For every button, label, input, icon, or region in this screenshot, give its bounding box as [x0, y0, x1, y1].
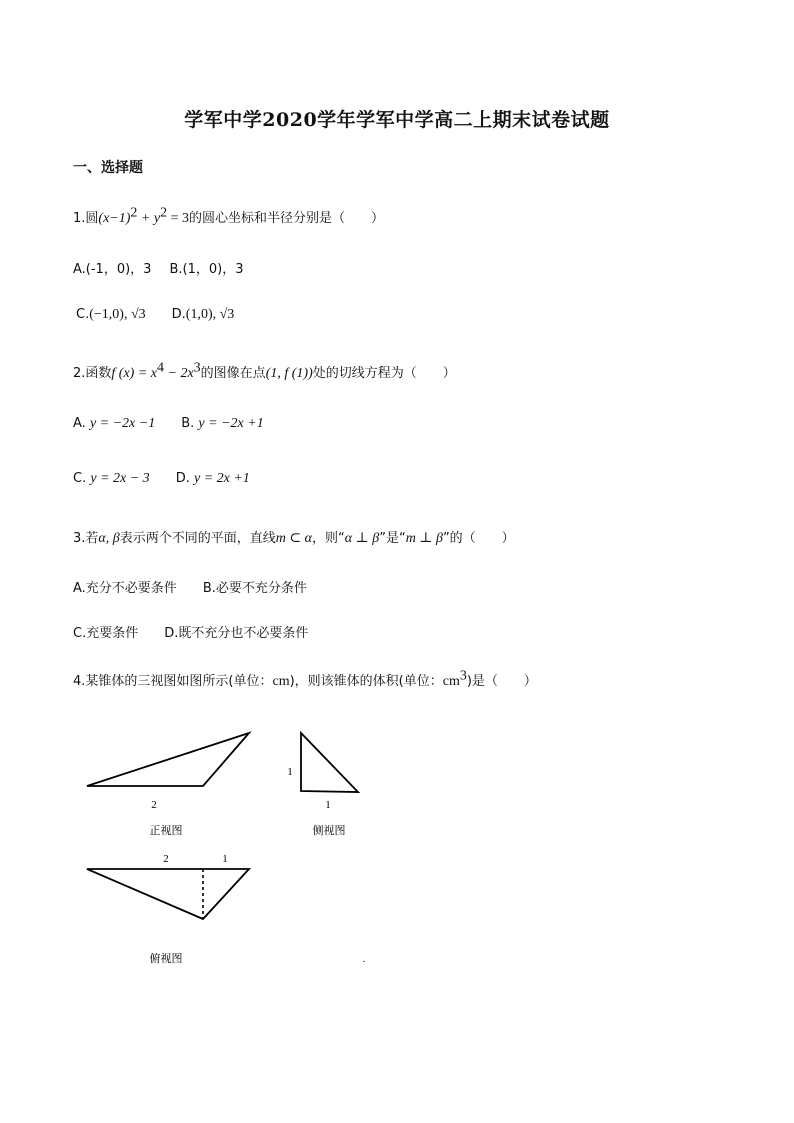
- q2-option-b-label: B.: [181, 416, 195, 431]
- q1-expr: (x−1): [98, 211, 131, 226]
- top-view-right-dimension: 1: [222, 853, 228, 865]
- q2-point: (1, f (1)): [265, 366, 313, 381]
- q2-func: f (x) = x: [111, 366, 157, 381]
- q4-text-mid: )，则该锥体的体积(单位：: [289, 674, 443, 689]
- q2-option-c-value: y = 2x − 3: [90, 471, 150, 486]
- q1-plus: + y: [137, 211, 161, 226]
- q1-option-a: A.(-1，0)，3: [73, 262, 152, 277]
- side-view-width-dimension: 1: [325, 799, 331, 811]
- q3-cond2: m ⊥ β: [405, 531, 443, 546]
- q1-option-d-value: (1,0), √3: [185, 307, 235, 322]
- q2-exp3: 3: [193, 360, 201, 376]
- q1-lead: 1.圆: [73, 211, 99, 226]
- q1-option-c-label: C.: [76, 307, 90, 322]
- q3-mid1: 表示两个不同的平面，直线: [119, 531, 276, 546]
- side-view-height-dimension: 1: [287, 766, 293, 778]
- q2-lead: 2.函数: [73, 366, 112, 381]
- q1-exp: 2: [130, 205, 138, 221]
- q3-mid2: ，则“: [311, 531, 345, 546]
- q2-option-d-label: D.: [175, 471, 190, 486]
- q1-option-b: B.(1，0)，3: [169, 262, 244, 277]
- front-view-label: 正视图: [149, 825, 183, 837]
- q2-exp4: 4: [157, 360, 164, 376]
- q3-mid3: ”是“: [379, 531, 406, 546]
- page-title: 学军中学2020学年学军中学高二上期末试卷试题: [184, 109, 610, 131]
- q1-tail: 的圆心坐标和半径分别是（ ）: [188, 211, 384, 226]
- q1-eq: = 3: [167, 211, 189, 226]
- q3-tail: ”的（ ）: [442, 531, 515, 546]
- q3-option-c: C.充要条件: [73, 626, 139, 641]
- q2-minus: − 2x: [164, 366, 194, 381]
- q4-text-after: )是（ ）: [466, 674, 537, 689]
- front-view-dimension: 2: [151, 799, 157, 811]
- q3-cond1: α ⊥ β: [344, 531, 380, 546]
- side-view-shape: [301, 733, 358, 792]
- top-view-label: 俯视图: [149, 953, 183, 965]
- q3-line-expr: m ⊂ α: [275, 531, 312, 546]
- q2-option-d-value: y = 2x +1: [193, 471, 250, 486]
- q4-unit2: cm: [442, 674, 460, 689]
- top-view-left-dimension: 2: [163, 853, 169, 865]
- top-view-shape: [87, 869, 249, 919]
- section-heading: 一、选择题: [73, 160, 143, 176]
- q3-option-d: D.既不充分也不必要条件: [164, 626, 309, 641]
- q4-unit1: cm: [272, 674, 290, 689]
- q4-unit2-exp: 3: [459, 668, 467, 684]
- stray-dot: .: [362, 954, 366, 965]
- q2-mid: 的图像在点: [200, 366, 266, 381]
- q3-lead: 3.若: [73, 531, 99, 546]
- side-view-label: 侧视图: [312, 825, 346, 837]
- q1-exp2: 2: [160, 205, 168, 221]
- q1-option-c-value: (−1,0), √3: [89, 307, 146, 322]
- q3-vars: α, β: [98, 531, 120, 546]
- q3-option-b: B.必要不充分条件: [202, 581, 307, 596]
- q1-option-d-label: D.: [171, 307, 186, 322]
- q2-option-b-value: y = −2x +1: [198, 416, 264, 431]
- q4-text-before: 4.某锥体的三视图如图所示(单位：: [73, 674, 273, 689]
- q2-option-a-value: y = −2x −1: [89, 416, 156, 431]
- front-view-shape: [87, 733, 249, 786]
- q2-tail: 处的切线方程为（ ）: [312, 366, 456, 381]
- q3-option-a: A.充分不必要条件: [73, 581, 177, 596]
- q2-option-c-label: C.: [73, 471, 87, 486]
- q2-option-a-label: A.: [73, 416, 86, 431]
